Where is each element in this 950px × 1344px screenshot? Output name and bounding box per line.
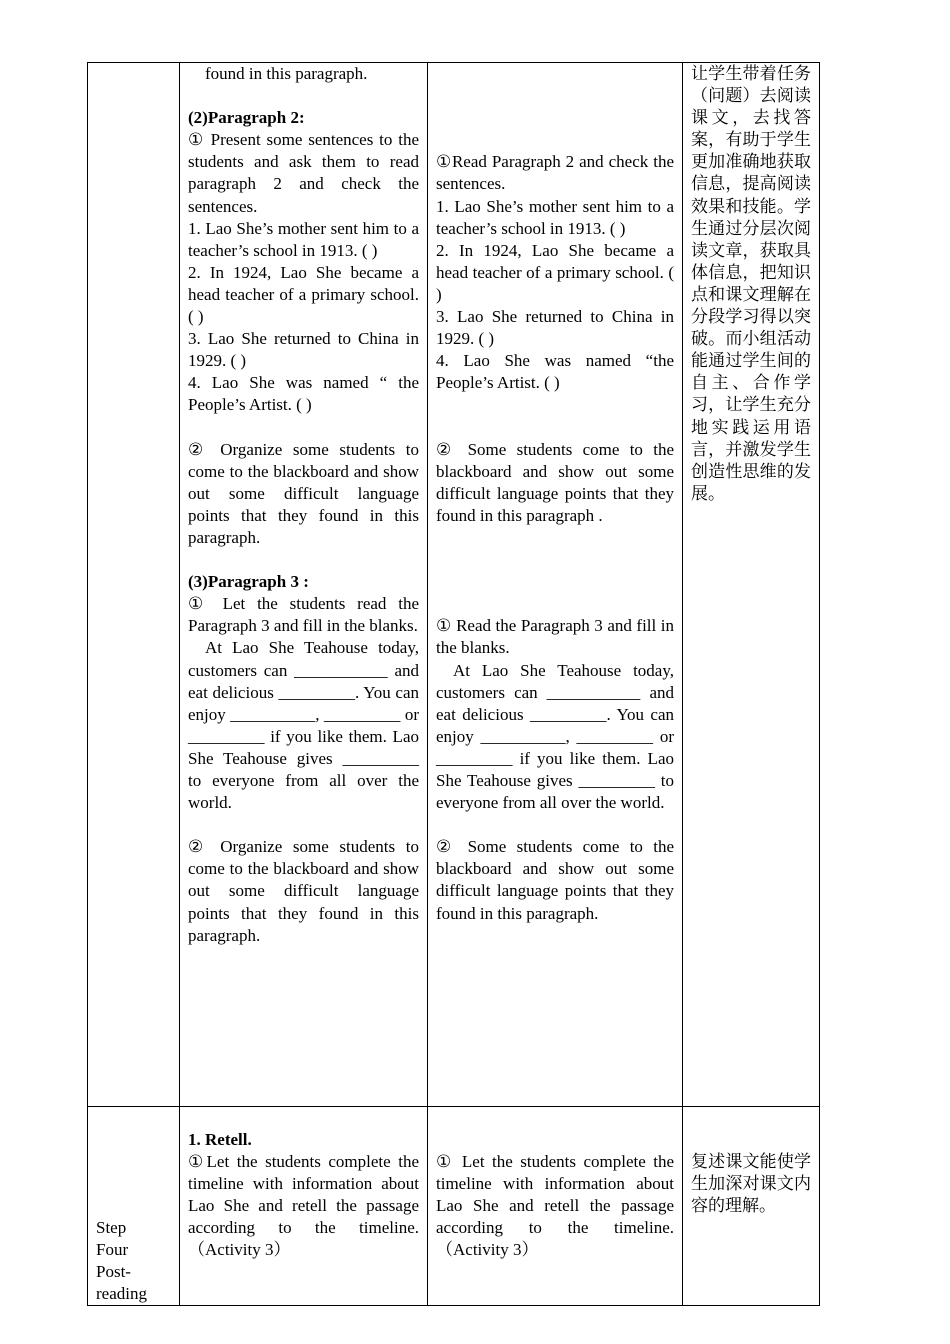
paragraph: ② Some students come to the blackboard and show out some difficult language points that they found in this paragraph. <box>436 837 674 923</box>
paragraph: (3)Paragraph 3 : <box>188 572 309 592</box>
paragraph: 1. Lao She’s mother sent him to a teacher’s school in 1913. ( ) <box>188 218 419 260</box>
teacher-activity-cell <box>180 63 428 1107</box>
paragraph: ② Some students come to the blackboard and show out some difficult language points that they found in this paragraph . <box>436 439 674 525</box>
blank-line <box>436 85 674 107</box>
paragraph: 4. Lao She was named “the People’s Artist. ( ) <box>436 351 674 393</box>
paragraph: ① Present some sentences to the students and ask them to read paragraph 2 and check the sentences. <box>188 130 419 216</box>
blank-line <box>436 593 674 615</box>
blank-line <box>436 814 674 836</box>
paragraph: ①Read Paragraph 2 and check the sentences. <box>436 152 674 194</box>
paragraph: ① Read the Paragraph 3 and fill in the blanks. <box>436 616 674 658</box>
blank-line <box>436 63 674 85</box>
blank-line <box>188 814 419 836</box>
blank-line <box>436 549 674 571</box>
blank-line <box>188 417 419 439</box>
retell-title: 1. Retell. <box>188 1130 252 1149</box>
blank-line <box>436 571 674 593</box>
retell-teacher-text: ①Let the students complete the timeline with information about Lao She and retell the passage according to the timeline.（Activity 3） <box>188 1152 419 1260</box>
paragraph: At Lao She Teahouse today, customers can ___________ and eat delicious _________. You can enjoy __________, _________ or _________ if you like them. Lao She Teahouse gives _________ to everyone from all over the world. <box>188 638 419 813</box>
paragraph: found in this paragraph. <box>205 64 368 83</box>
blank-line <box>436 129 674 151</box>
paragraph: 3. Lao She returned to China in 1929. ( ) <box>188 329 419 371</box>
retell-purpose-cell <box>683 1107 820 1306</box>
paragraph: ② Organize some students to come to the blackboard and show out some difficult language points that they found in this paragraph. <box>188 439 419 547</box>
purpose-text: 让学生带着任务（问题）去阅读课文，去找答案，有助于学生更加准确地获取信息，提高阅读效果和技能。学生通过分层次阅读文章，获取具体信息，把知识点和课文理解在分段学习得以突破。而小组活动能通过学生间的自主、合作学习，让学生充分地实践运用语言，并激发学生创造性思维的发展。 <box>691 64 811 504</box>
retell-teacher-cell <box>180 1107 428 1306</box>
retell-student-cell <box>428 1107 683 1306</box>
reading-row <box>88 63 820 1107</box>
post-reading-row <box>88 1107 820 1306</box>
paragraph: ② Organize some students to come to the blackboard and show out some difficult language points that they found in this paragraph. <box>188 837 419 945</box>
student-activity-text <box>436 63 674 925</box>
blank-line <box>436 417 674 439</box>
paragraph: 2. In 1924, Lao She became a head teacher of a primary school. ( ) <box>188 262 419 327</box>
paragraph: 1. Lao She’s mother sent him to a teacher’s school in 1913. ( ) <box>436 196 674 238</box>
step-line: Post- <box>96 1261 131 1281</box>
teacher-activity-text <box>188 63 419 947</box>
step-line: Four <box>96 1239 129 1259</box>
purpose-cell <box>683 63 820 1107</box>
retell-purpose-text: 复述课文能使学生加深对课文内容的理解。 <box>691 1152 811 1217</box>
step-line: Step <box>96 1217 127 1237</box>
blank-line <box>436 527 674 549</box>
paragraph: ① Let the students read the Paragraph 3 and fill in the blanks. <box>188 594 419 636</box>
paragraph: 3. Lao She returned to China in 1929. ( ) <box>436 307 674 349</box>
blank-line <box>436 394 674 416</box>
step-cell <box>88 1107 180 1306</box>
retell-student-text: ① Let the students complete the timeline with information about Lao She and retell the passage according to the timeline.（Activity 3） <box>436 1152 674 1260</box>
blank-line <box>188 85 419 107</box>
blank-line <box>436 107 674 129</box>
step-cell-empty <box>88 63 180 1107</box>
blank-line <box>188 549 419 571</box>
lesson-plan-table <box>87 62 820 1306</box>
paragraph: At Lao She Teahouse today, customers can ___________ and eat delicious _________. You can enjoy __________, _________ or _________ if you like them. Lao She Teahouse gives _________ to everyone from all over the world. <box>436 660 674 813</box>
paragraph: (2)Paragraph 2: <box>188 108 305 128</box>
student-activity-cell <box>428 63 683 1107</box>
paragraph: 2. In 1924, Lao She became a head teacher of a primary school. ( ) <box>436 240 674 304</box>
step-line: reading <box>96 1283 147 1303</box>
paragraph: 4. Lao She was named “ the People’s Artist. ( ) <box>188 373 419 415</box>
